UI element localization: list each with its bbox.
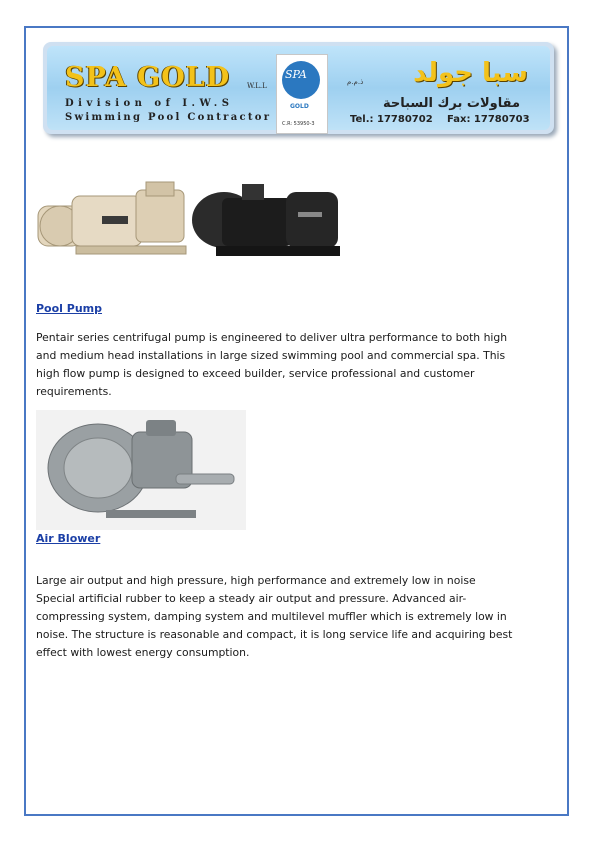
- text-line: noise. The structure is reasonable and compact, it is long service life and acquiring best: [36, 628, 513, 641]
- logo-cr-text: C.R: 53950-3: [282, 121, 315, 127]
- pool-pump-heading[interactable]: Pool Pump: [36, 302, 103, 315]
- brand-name: SPA GOLD: [65, 62, 231, 93]
- text-line: effect with lowest energy consumption.: [36, 646, 250, 659]
- air-blower-image: [36, 410, 246, 530]
- brand-wll: W.L.L: [247, 82, 267, 90]
- text-line: high flow pump is designed to exceed builder, service professional and customer: [36, 367, 475, 380]
- text-line: and medium head installations in large sized swimming pool and commercial spa. This: [36, 349, 506, 362]
- text-line: compressing system, damping system and multilevel muffler which is extremely low in: [36, 610, 507, 623]
- text-line: Special artificial rubber to keep a steady air output and pressure. Advanced air-: [36, 592, 467, 605]
- company-banner: [43, 42, 554, 134]
- arabic-wll: ذ.م.م: [347, 78, 364, 86]
- text-line: Large air output and high pressure, high performance and extremely low in noise: [36, 574, 476, 587]
- arabic-brand-name: سبا جولد: [413, 58, 528, 88]
- company-logo: [276, 54, 328, 134]
- pool-pump-image: [36, 176, 342, 272]
- division-text: Division of I.W.S: [65, 98, 234, 109]
- banner-background: [47, 46, 550, 130]
- logo-gold-text: GOLD: [290, 103, 309, 110]
- fax-number: Fax: 17780703: [447, 114, 530, 125]
- telephone-number: Tel.: 17780702: [350, 114, 433, 125]
- air-blower-heading[interactable]: Air Blower: [36, 532, 101, 545]
- text-line: Pentair series centrifugal pump is engineered to deliver ultra performance to both high: [36, 331, 508, 344]
- pool-pump-description: [36, 329, 551, 401]
- text-line: requirements.: [36, 385, 112, 398]
- logo-spa-text: SPA: [285, 68, 307, 81]
- arabic-subtitle: مقاولات برك السباحة: [382, 96, 520, 111]
- contractor-text: Swimming Pool Contractor: [65, 112, 272, 123]
- air-blower-description: [36, 572, 551, 662]
